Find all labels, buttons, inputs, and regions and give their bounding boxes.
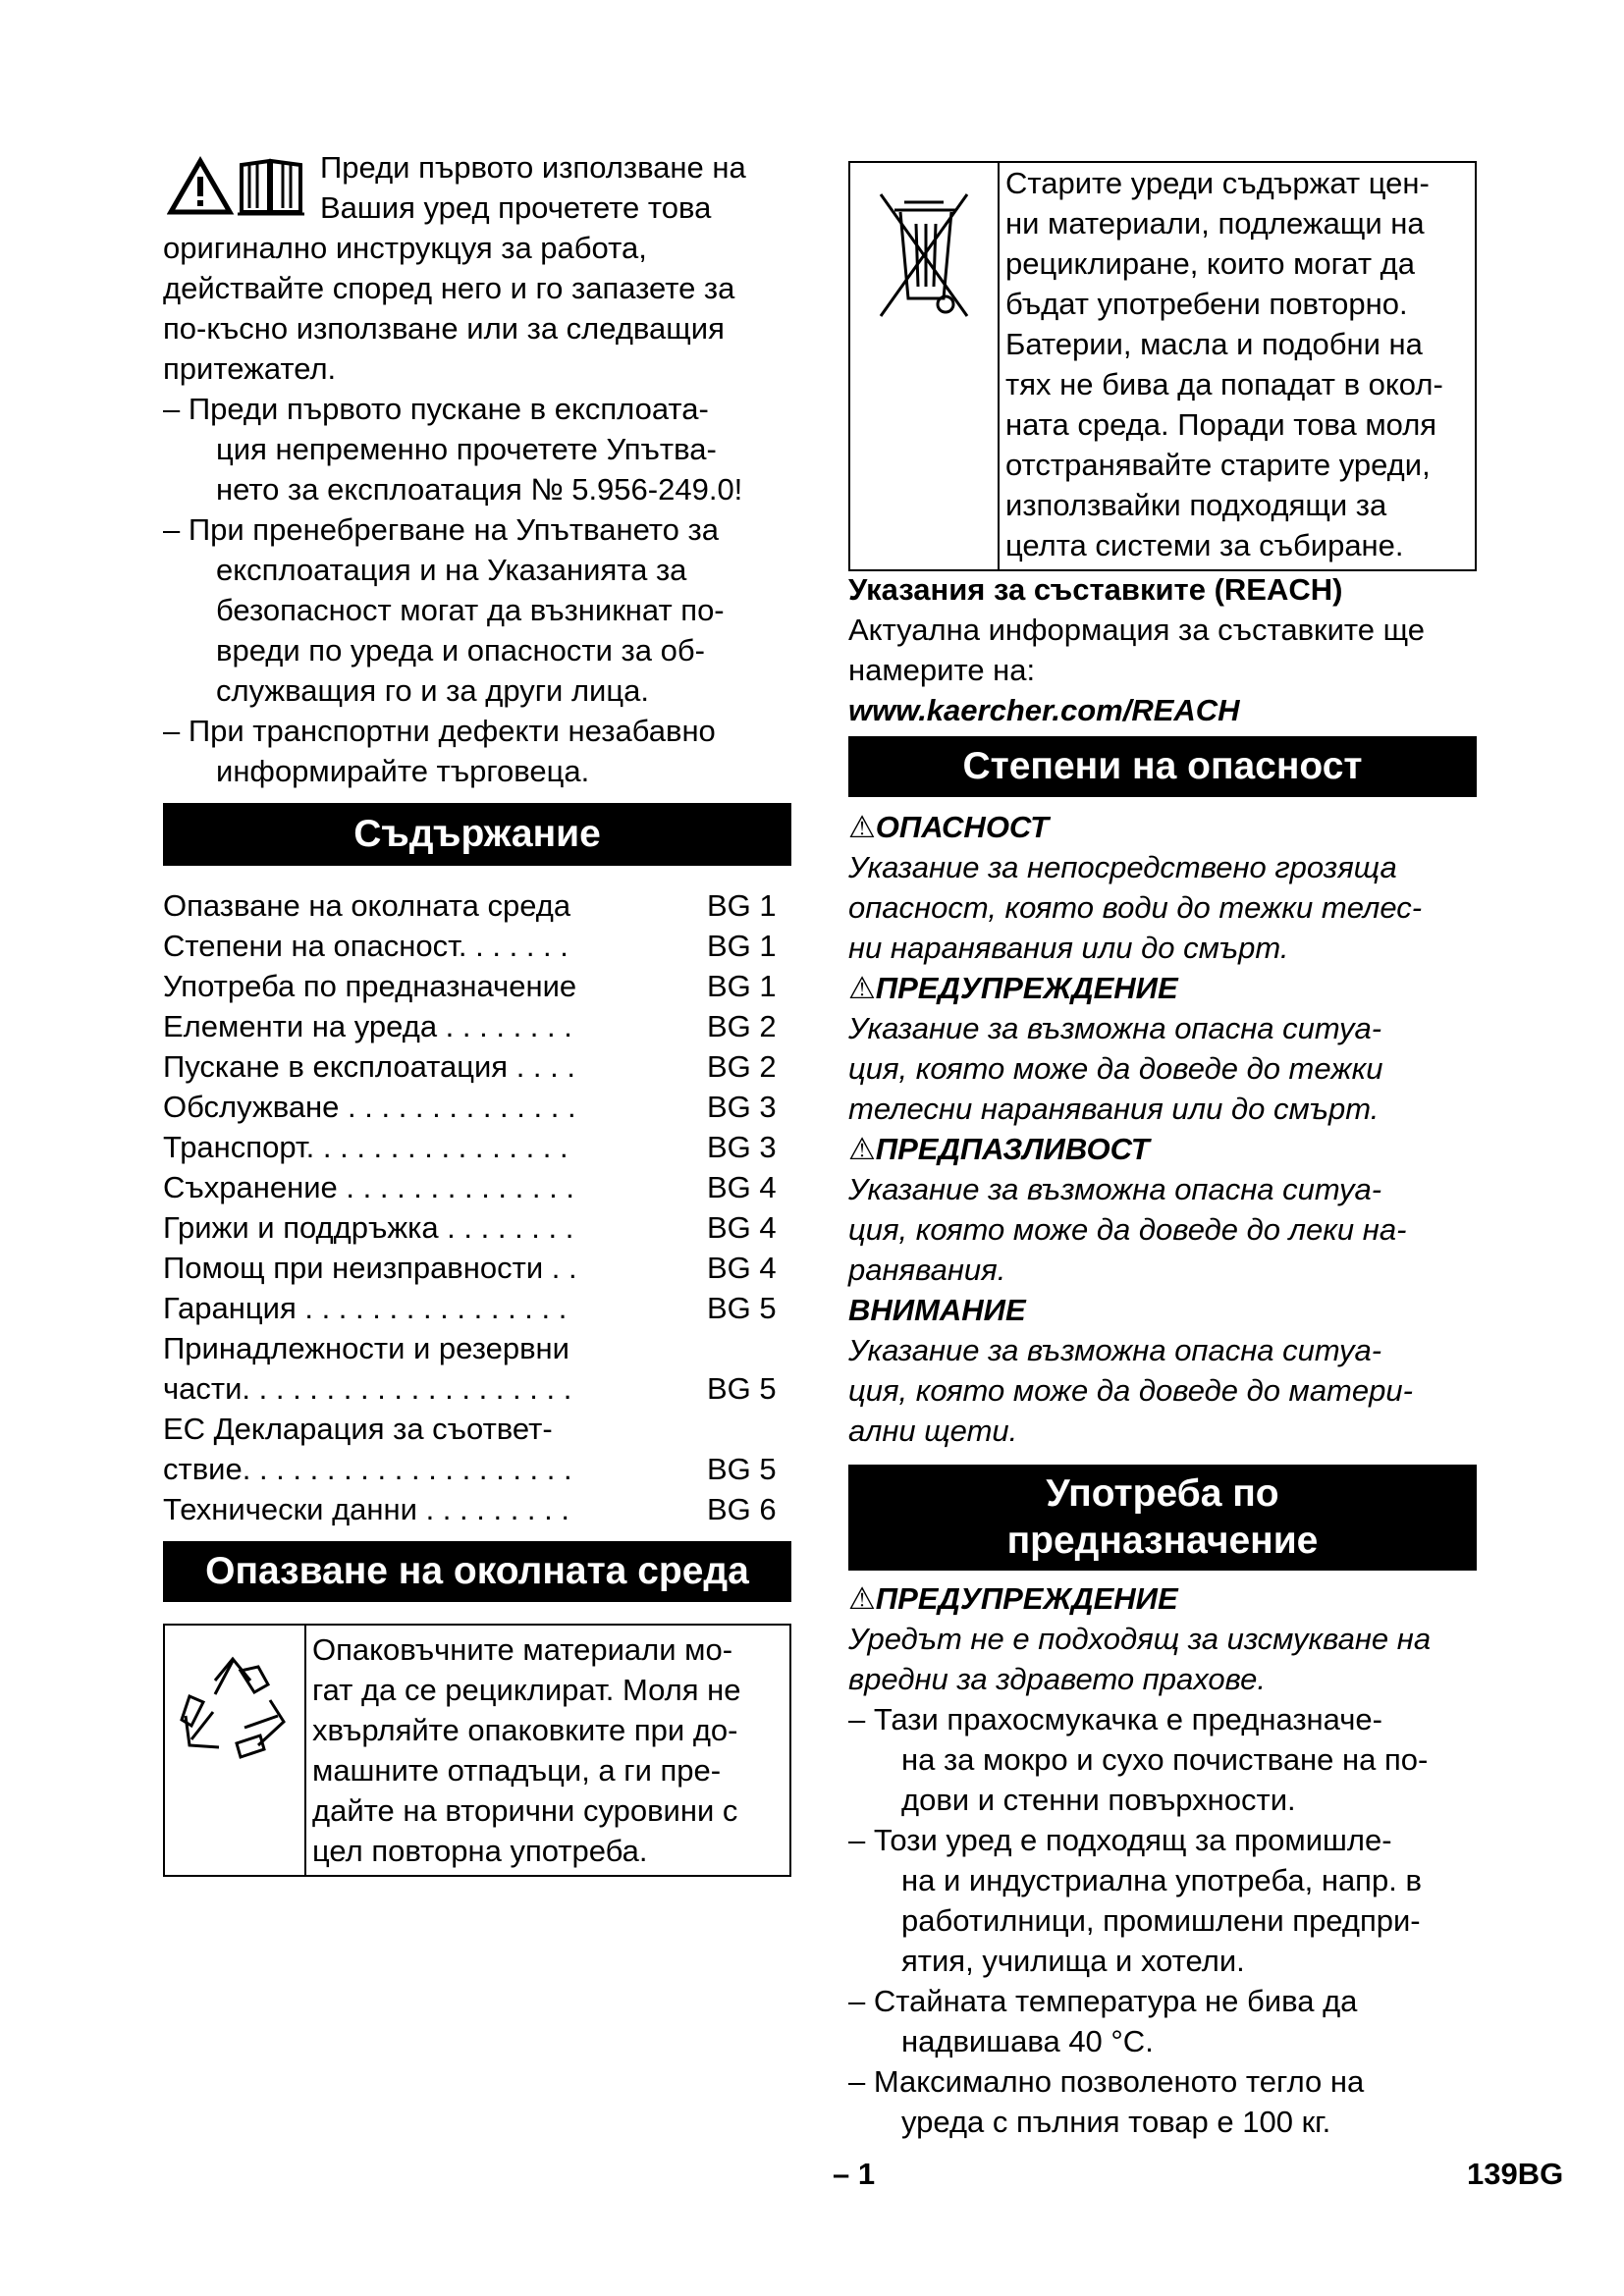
hazard-label: ОПАСНОСТ	[875, 810, 1050, 844]
warning-read-manual-icon	[167, 155, 306, 216]
toc-row[interactable]	[163, 1288, 791, 1328]
toc-title: Транспорт. . . . . . . . . . . . . . . .	[163, 1130, 568, 1164]
use-bullet	[848, 1981, 1477, 2061]
disposal-text	[1000, 163, 1475, 569]
hazard-line: Указание за възможна опасна ситуа-	[848, 1333, 1382, 1367]
intended-use-body	[848, 1578, 1477, 2142]
toc-title: ЕС Декларация за съответ-	[163, 1412, 553, 1446]
recycling-line: машните отпадъци, а ги пре-	[312, 1753, 722, 1788]
bullet-line: уреда с пълния товар е 100 кг.	[901, 2105, 1331, 2139]
intro-line: по-късно използване или за следващия	[163, 311, 725, 346]
warning-triangle-icon: ⚠	[848, 971, 876, 1005]
hazard-item	[848, 807, 1477, 968]
left-column	[163, 147, 791, 1877]
hazard-label: ВНИМАНИЕ	[848, 1293, 1026, 1327]
toc-title: Пускане в експлоатация . . . .	[163, 1049, 575, 1084]
hazard-line: ция, която може да доведе до леки на-	[848, 1212, 1407, 1247]
hazard-line: ция, която може да доведе до матери-	[848, 1373, 1413, 1408]
recycling-icon	[176, 1651, 294, 1759]
disposal-line: Старите уреди съдържат цен-	[1005, 166, 1430, 200]
toc-title: Елементи на уреда . . . . . . . .	[163, 1009, 572, 1043]
bullet-line: на за мокро и сухо почистване на по-	[901, 1742, 1429, 1777]
bullet-line: – При пренебрегване на Упътването за	[163, 512, 719, 547]
intro-bullet	[163, 509, 791, 711]
bullet-line: надвишава 40 °C.	[901, 2024, 1154, 2058]
intro-bullet	[163, 711, 791, 791]
hazard-line: Указание за възможна опасна ситуа-	[848, 1011, 1382, 1045]
toc-row[interactable]	[163, 1207, 791, 1248]
toc-row[interactable]	[163, 1328, 791, 1368]
hazard-line: опасност, която води до тежки телес-	[848, 890, 1423, 925]
intro-bullet	[163, 389, 791, 509]
intro-line: оригинално инструкцуя за работа,	[163, 231, 647, 265]
hazard-item	[848, 1290, 1477, 1451]
bullet-line: – Максимално позволеното тегло на	[848, 2064, 1365, 2099]
heading-line: предназначение	[1006, 1520, 1319, 1562]
recycling-line: цел повторна употреба.	[312, 1834, 648, 1868]
hazard-line: Указание за възможна опасна ситуа-	[848, 1172, 1382, 1206]
warning-triangle-icon: ⚠	[848, 1581, 876, 1616]
toc-list	[163, 885, 791, 1529]
toc-heading: Съдържание	[163, 803, 791, 866]
toc-title: части. . . . . . . . . . . . . . . . . . . .	[163, 1371, 572, 1406]
hazard-line: ни наранявания или до смърт.	[848, 931, 1289, 965]
bullet-line: работилници, промишлени предпри-	[901, 1903, 1421, 1938]
toc-row[interactable]	[163, 926, 791, 966]
disposal-line: бъдат употребени повторно.	[1005, 287, 1408, 321]
intro-section	[163, 147, 791, 791]
crossed-bin-icon	[875, 188, 973, 326]
bullet-line: безопасност могат да възникнат по-	[216, 593, 725, 627]
reach-heading: Указания за съставките (REACH)	[848, 572, 1343, 607]
toc-title: Технически данни . . . . . . . . .	[163, 1492, 569, 1526]
use-bullet	[848, 1820, 1477, 1981]
disposal-line: рециклиране, които могат да	[1005, 246, 1415, 281]
hazard-label: ПРЕДУПРЕЖДЕНИЕ	[875, 971, 1178, 1005]
bullet-line: нето за експлоатация № 5.956-249.0!	[216, 472, 743, 507]
toc-title: Употреба по предназначение	[163, 969, 577, 1003]
toc-row[interactable]	[163, 885, 791, 926]
disposal-line: ни материали, подлежащи на	[1005, 206, 1425, 240]
toc-title: ствие. . . . . . . . . . . . . . . . . . . .	[163, 1452, 572, 1486]
warning-label: ПРЕДУПРЕЖДЕНИЕ	[875, 1581, 1178, 1616]
toc-page	[701, 1328, 791, 1368]
toc-row[interactable]	[163, 1006, 791, 1046]
reach-line: Актуална информация за съставките ще	[848, 613, 1426, 647]
intended-use-heading	[848, 1465, 1477, 1571]
toc-row[interactable]	[163, 1409, 791, 1449]
bullet-line: – Този уред е подходящ за промишле-	[848, 1823, 1392, 1857]
disposal-line: ната среда. Поради това моля	[1005, 407, 1437, 442]
toc-page	[701, 1409, 791, 1449]
toc-title: Опазване на околната среда	[163, 888, 571, 923]
bullet-line: – Тази прахосмукачка е предназначе-	[848, 1702, 1382, 1736]
warning-triangle-icon: ⚠	[848, 810, 876, 844]
toc-row[interactable]	[163, 1368, 791, 1409]
toc-title: Обслужване . . . . . . . . . . . . . .	[163, 1090, 576, 1124]
recycling-text	[306, 1626, 789, 1875]
recycling-line: хвърляйте опаковките при до-	[312, 1713, 738, 1747]
disposal-box	[848, 161, 1477, 571]
page-number: – 1	[833, 2157, 876, 2191]
heading-line: Употреба по	[1046, 1472, 1279, 1515]
toc-title: Съхранение . . . . . . . . . . . . . .	[163, 1170, 574, 1204]
toc-page: BG 4	[707, 1210, 777, 1245]
intro-line: притежател.	[163, 351, 337, 386]
reach-line: намерите на:	[848, 653, 1036, 687]
hazard-line: Указание за непосредствено грозяща	[848, 850, 1397, 884]
toc-row[interactable]	[163, 1449, 791, 1489]
toc-page: BG 3	[707, 1090, 777, 1124]
right-column	[848, 161, 1477, 2142]
intro-line: Преди първото използване на	[320, 150, 746, 185]
warning-triangle-icon: ⚠	[848, 1132, 876, 1166]
bullet-line: дови и стенни повърхности.	[901, 1783, 1296, 1817]
toc-title: Гаранция . . . . . . . . . . . . . . . .	[163, 1291, 568, 1325]
toc-page: BG 1	[707, 888, 777, 923]
recycling-line: Опаковъчните материали мо-	[312, 1632, 733, 1667]
bullet-line: експлоатация и на Указанията за	[216, 553, 687, 587]
use-bullet	[848, 1699, 1477, 1820]
hazard-line: ални щети.	[848, 1414, 1018, 1448]
toc-page: BG 4	[707, 1170, 777, 1204]
toc-title: Грижи и поддръжка . . . . . . . .	[163, 1210, 574, 1245]
recycling-line: дайте на вторични суровини с	[312, 1793, 738, 1828]
toc-title: Степени на опасност. . . . . . .	[163, 929, 568, 963]
toc-page: BG 3	[707, 1130, 777, 1164]
toc-row[interactable]	[163, 1248, 791, 1288]
intro-line: действайте според него и го запазете за	[163, 271, 735, 305]
disposal-line: отстранявайте старите уреди,	[1005, 448, 1431, 482]
toc-row[interactable]	[163, 1489, 791, 1529]
toc-row[interactable]	[163, 1127, 791, 1167]
toc-row[interactable]	[163, 1167, 791, 1207]
toc-title: Помощ при неизправности . .	[163, 1251, 577, 1285]
bullet-line: – Преди първото пускане в експлоата-	[163, 392, 709, 426]
recycling-box	[163, 1624, 791, 1877]
recycling-line: гат да се рециклират. Моля не	[312, 1673, 741, 1707]
bullet-line: на и индустриална употреба, напр. в	[901, 1863, 1422, 1897]
hazard-item	[848, 1129, 1477, 1290]
hazard-line: ранявания.	[848, 1253, 1006, 1287]
toc-row[interactable]	[163, 1046, 791, 1087]
use-bullet	[848, 2061, 1477, 2142]
bullet-line: вреди по уреда и опасности за об-	[216, 633, 705, 667]
hazard-line: ция, която може да доведе до тежки	[848, 1051, 1383, 1086]
toc-page: BG 5	[707, 1452, 777, 1486]
reach-link[interactable]: www.kaercher.com/REACH	[848, 693, 1240, 727]
bullet-line: – Стайната температура не бива да	[848, 1984, 1358, 2018]
intro-line: Вашия уред прочетете това	[320, 190, 712, 225]
crossed-bin-icon-cell	[850, 163, 1000, 569]
bullet-line: информирайте търговеца.	[216, 754, 590, 788]
toc-page: BG 6	[707, 1492, 777, 1526]
recycling-icon-cell	[165, 1626, 306, 1875]
disposal-line: тях не бива да попадат в окол-	[1005, 367, 1443, 401]
toc-page: BG 2	[707, 1049, 777, 1084]
page-code: 139BG	[1467, 2157, 1564, 2191]
toc-page: BG 4	[707, 1251, 777, 1285]
toc-page: BG 1	[707, 969, 777, 1003]
toc-page: BG 5	[707, 1291, 777, 1325]
toc-page: BG 5	[707, 1371, 777, 1406]
disposal-line: Батерии, масла и подобни на	[1005, 327, 1423, 361]
hazard-line: телесни наранявания или до смърт.	[848, 1092, 1380, 1126]
warning-line: Уредът не е подходящ за изсмукване на	[848, 1622, 1432, 1656]
toc-page: BG 2	[707, 1009, 777, 1043]
hazard-heading: Степени на опасност	[848, 736, 1477, 797]
toc-row[interactable]	[163, 1087, 791, 1127]
disposal-line: използвайки подходящи за	[1005, 488, 1387, 522]
bullet-line: ятия, училища и хотели.	[901, 1944, 1245, 1978]
hazard-list	[848, 807, 1477, 1451]
hazard-label: ПРЕДПАЗЛИВОСТ	[875, 1132, 1150, 1166]
bullet-line: служващия го и за други лица.	[216, 673, 649, 708]
environment-heading: Опазване на околната среда	[163, 1541, 791, 1602]
toc-title: Принадлежности и резервни	[163, 1331, 569, 1365]
disposal-line: целта системи за събиране.	[1005, 528, 1404, 562]
bullet-line: – При транспортни дефекти незабавно	[163, 714, 716, 748]
warning-line: вредни за здравето прахове.	[848, 1662, 1266, 1696]
toc-row[interactable]	[163, 966, 791, 1006]
bullet-line: ция непременно прочетете Упътва-	[216, 432, 717, 466]
hazard-item	[848, 968, 1477, 1129]
toc-page: BG 1	[707, 929, 777, 963]
